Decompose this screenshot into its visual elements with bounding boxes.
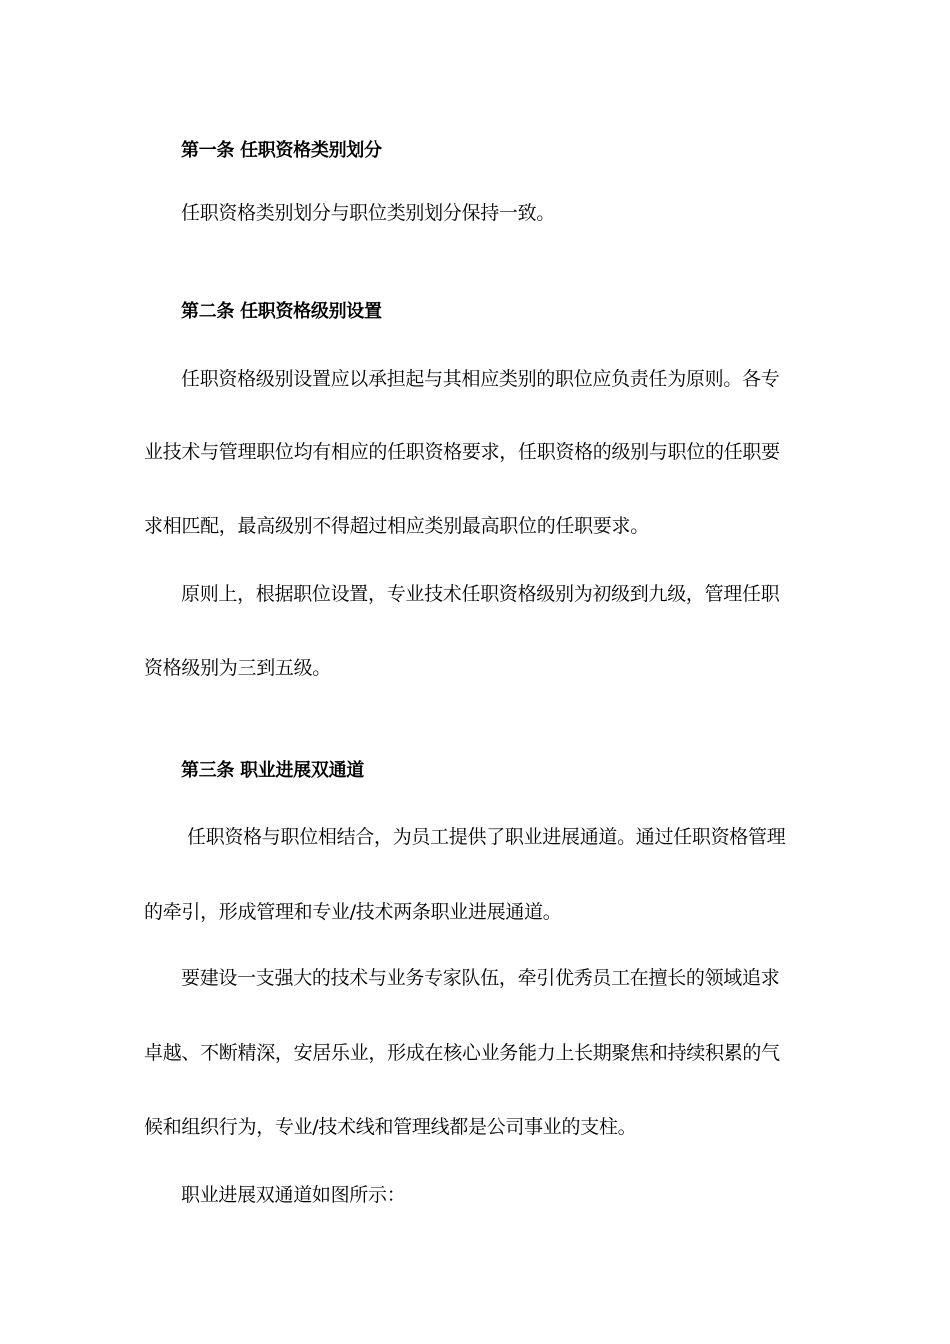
article-2-heading: 第二条 任职资格级别设置 [181, 301, 382, 322]
article-3-paragraph-1-line-2: 的牵引，形成管理和专业/技术两条职业进展通道。 [144, 901, 562, 923]
article-3-paragraph-2-line-1: 要建设一支强大的技术与业务专家队伍，牵引优秀员工在擅长的领域追求 [181, 967, 780, 989]
article-1-heading: 第一条 任职资格类别划分 [181, 140, 382, 161]
article-1-paragraph: 任职资格类别划分与职位类别划分保持一致。 [181, 202, 556, 224]
article-2-paragraph-2-line-2: 资格级别为三到五级。 [144, 657, 332, 679]
article-2-paragraph-1-line-2: 业技术与管理职位均有相应的任职资格要求，任职资格的级别与职位的任职要 [144, 441, 780, 463]
article-2-paragraph-1-line-3: 求相匹配，最高级别不得超过相应类别最高职位的任职要求。 [144, 515, 649, 537]
article-3-paragraph-2-line-3: 候和组织行为，专业/技术线和管理线都是公司事业的支柱。 [144, 1116, 637, 1138]
article-3-paragraph-3: 职业进展双通道如图所示： [181, 1184, 406, 1206]
article-3-paragraph-1-line-1: 任职资格与职位相结合，为员工提供了职业进展通道。通过任职资格管理 [187, 826, 786, 848]
article-3-paragraph-2-line-2: 卓越、不断精深，安居乐业，形成在核心业务能力上长期聚焦和持续积累的气 [144, 1042, 780, 1064]
article-2-paragraph-2-line-1: 原则上，根据职位设置，专业技术任职资格级别为初级到九级，管理任职 [181, 583, 780, 605]
article-3-heading: 第三条 职业进展双通道 [181, 760, 364, 781]
article-2-paragraph-1-line-1: 任职资格级别设置应以承担起与其相应类别的职位应负责任为原则。各专 [181, 368, 780, 390]
